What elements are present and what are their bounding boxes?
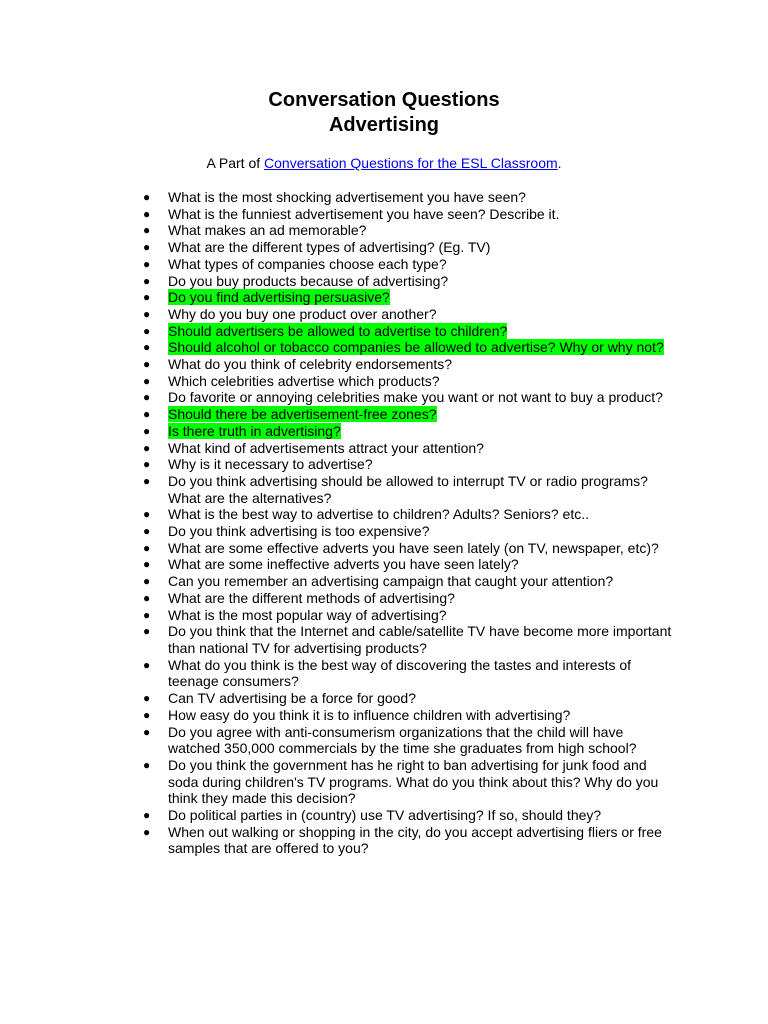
bullet-icon: ● [143,240,151,255]
question-item [143,422,673,440]
question-text: Can you remember an advertising campaign that caught your attention? [168,573,614,590]
question-text: Do you think advertising should be allowed to interrupt TV or radio programs? What are the alternatives? [168,472,648,506]
bullet-icon: ● [143,624,151,639]
bullet-icon: ● [143,590,151,605]
question-item [143,606,673,624]
bullet-icon: ● [143,373,151,388]
question-item [143,322,673,340]
question-item [143,690,673,707]
bullet-icon: ● [143,724,151,739]
bullet-icon: ● [143,223,151,238]
question-text: How easy do you think it is to influence children with advertising? [168,706,571,723]
question-item [143,623,673,656]
question-text: What makes an ad memorable? [168,222,367,239]
bullet-icon: ● [143,507,151,522]
question-text: Why do you buy one product over another? [168,305,437,322]
question-text: Do you think the government has he right to ban advertising for junk food and soda during children's TV programs. What do you think about this? Why do you think they made this decision? [168,756,659,807]
bullet-icon: ● [143,323,151,338]
question-list [143,189,673,857]
bullet-icon: ● [143,206,151,221]
bullet-icon: ● [143,657,151,672]
question-text: What are some effective adverts you have seen lately (on TV, newspaper, etc)? [168,539,659,556]
question-text: Should advertisers be allowed to advertise to children? [168,322,508,339]
question-text: Should there be advertisement-free zones? [168,406,437,423]
question-item [143,589,673,607]
question-item [143,406,673,423]
question-text: What types of companies choose each type? [168,255,447,272]
bullet-icon: ● [143,390,151,405]
question-item [143,289,673,306]
question-text: Do you think advertising is too expensive? [168,523,430,540]
bullet-icon: ● [143,574,151,589]
bullet-icon: ● [143,256,151,271]
question-item [143,523,673,540]
question-item [143,723,673,757]
question-text: What kind of advertisements attract your attention? [168,439,484,456]
bullet-icon: ● [143,290,151,305]
bullet-icon: ● [143,357,151,372]
bullet-icon: ● [143,340,151,355]
question-text: Which celebrities advertise which products? [168,372,440,389]
bullet-icon: ● [143,524,151,539]
bullet-icon: ● [143,808,151,823]
question-item [143,389,673,406]
bullet-icon: ● [143,824,151,839]
question-text: What is the funniest advertisement you have seen? Describe it. [168,205,560,222]
subtitle-prefix: A Part of [206,155,265,171]
subtitle [0,154,768,172]
question-text: What do you think of celebrity endorsements? [168,356,453,373]
question-text: Do favorite or annoying celebrities make you want or not want to buy a product? [168,389,663,406]
question-item [143,756,673,807]
question-item [143,189,673,206]
bullet-icon: ● [143,407,151,422]
question-text: Is there truth in advertising? [168,422,341,439]
esl-classroom-link[interactable]: Conversation Questions for the ESL Classroom [264,155,558,171]
question-item [143,339,673,356]
question-item [143,656,673,690]
bullet-icon: ● [143,557,151,572]
bullet-icon: ● [143,707,151,722]
question-text: What are the different types of advertising? (Eg. TV) [168,239,491,256]
bullet-icon: ● [143,607,151,622]
question-text: What do you think is the best way of discovering the tastes and interests of teenage consumers? [168,656,632,690]
bullet-icon: ● [143,440,151,455]
bullet-icon: ● [143,473,151,488]
question-item [143,573,673,590]
bullet-icon: ● [143,457,151,472]
question-item [143,823,673,857]
question-text: What are the different methods of advertising? [168,589,455,606]
question-text: Do political parties in (country) use TV advertising? If so, should they? [168,807,602,824]
question-text: Do you think that the Internet and cable/satellite TV have become more important than national TV for advertising products? [168,623,672,656]
bullet-icon: ● [143,190,151,204]
subtitle-suffix: . [557,155,562,171]
question-item [143,807,673,824]
question-text: Do you agree with anti-consumerism organizations that the child will have watched 350,000 commercials by the time she graduates from high school? [168,723,637,757]
question-item [143,706,673,724]
question-text: What is the best way to advertise to children? Adults? Seniors? etc.. [168,506,589,523]
title-line-1: Conversation Questions [268,89,500,111]
question-item [143,439,673,457]
question-item [143,372,673,390]
bullet-icon: ● [143,691,151,706]
question-item [143,356,673,373]
question-text: Do you find advertising persuasive? [168,289,390,306]
question-item [143,539,673,557]
bullet-icon: ● [143,423,151,438]
question-text: What is the most shocking advertisement you have seen? [168,189,526,205]
question-item [143,556,673,573]
question-item [143,255,673,273]
question-item [143,506,673,523]
question-item [143,222,673,239]
question-text: What is the most popular way of advertising? [168,606,447,623]
question-text: When out walking or shopping in the city, do you accept advertising fliers or free samples that are offered to you? [168,823,662,857]
question-text: What are some ineffective adverts you have seen lately? [168,556,519,573]
question-item [143,205,673,223]
question-item [143,456,673,473]
bullet-icon: ● [143,757,151,772]
page-title [0,88,768,138]
question-item [143,305,673,323]
question-item [143,239,673,256]
question-text: Should alcohol or tobacco companies be allowed to advertise? Why or why not? [168,339,664,356]
question-text: Do you buy products because of advertising? [168,272,449,289]
question-text: Can TV advertising be a force for good? [168,690,417,707]
question-text: Why is it necessary to advertise? [168,456,373,473]
bullet-icon: ● [143,273,151,288]
bullet-icon: ● [143,306,151,321]
title-line-2: Advertising [328,114,440,136]
question-item [143,272,673,290]
question-item [143,472,673,506]
bullet-icon: ● [143,540,151,555]
